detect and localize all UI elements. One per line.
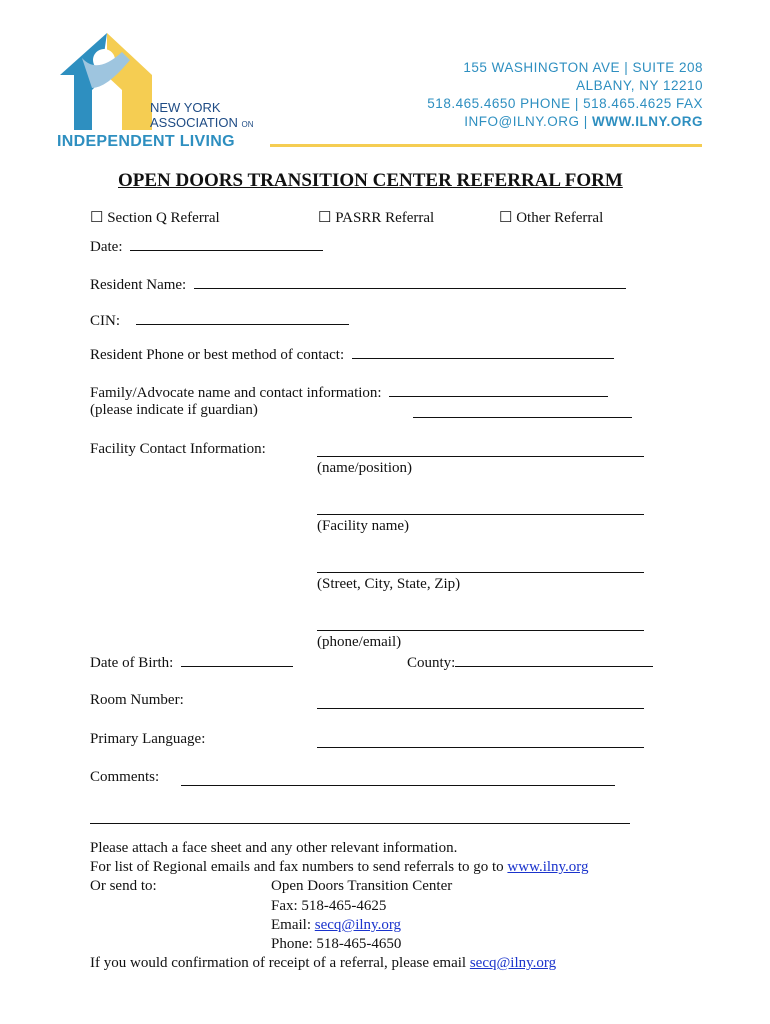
center-phone: Phone: 518-465-4650 <box>271 936 402 952</box>
family-field-1[interactable] <box>389 383 608 397</box>
header-address-2: ALBANY, NY 12210 <box>576 78 703 93</box>
family-label: Family/Advocate name and contact information: <box>90 385 382 401</box>
regional-note <box>90 859 589 876</box>
resident-name-field[interactable] <box>194 275 626 289</box>
language-field[interactable] <box>317 747 644 748</box>
dob-field[interactable] <box>181 653 293 667</box>
facility-phone-field[interactable] <box>317 630 644 631</box>
cin-label: CIN: <box>90 313 120 329</box>
language-label: Primary Language: <box>90 731 206 747</box>
resident-name-label: Resident Name: <box>90 277 187 293</box>
county-field[interactable] <box>455 653 653 667</box>
facility-address-caption: (Street, City, State, Zip) <box>317 576 461 592</box>
org-name-association: ASSOCIATION <box>150 115 238 130</box>
facility-label: Facility Contact Information: <box>90 441 266 457</box>
room-label: Room Number: <box>90 692 184 708</box>
logo-mark-icon <box>52 30 162 135</box>
center-fax: Fax: 518-465-4625 <box>271 898 387 914</box>
resident-name-row <box>90 275 626 294</box>
date-field[interactable] <box>130 237 323 251</box>
resident-phone-field[interactable] <box>352 345 614 359</box>
county-label: County: <box>407 655 456 671</box>
family-row <box>90 383 608 402</box>
attach-note: Please attach a face sheet and any other relevant information. <box>90 840 458 856</box>
dob-row <box>90 653 293 672</box>
facility-phone-caption: (phone/email) <box>317 634 402 650</box>
date-label: Date: <box>90 239 123 255</box>
facility-name-caption: (Facility name) <box>317 518 410 534</box>
send-to-label: Or send to: <box>90 878 157 894</box>
header-address-1: 155 WASHINGTON AVE | SUITE 208 <box>463 60 703 75</box>
regional-link[interactable]: www.ilny.org <box>507 859 589 875</box>
org-name-on: ON <box>241 120 254 129</box>
family-field-2[interactable] <box>413 417 632 418</box>
facility-name-position-caption: (name/position) <box>317 460 412 476</box>
header-divider <box>270 144 702 147</box>
form-title: OPEN DOORS TRANSITION CENTER REFERRAL FORM <box>118 170 623 191</box>
header-phone-fax: 518.465.4650 PHONE | 518.465.4625 FAX <box>427 96 703 111</box>
facility-name-field[interactable] <box>317 514 644 515</box>
comments-label: Comments: <box>90 769 160 785</box>
regional-text: For list of Regional emails and fax numbers to send referrals to go to <box>90 859 504 875</box>
center-email-label: Email: <box>271 917 311 933</box>
facility-name-position-field[interactable] <box>317 456 644 457</box>
org-name-line2 <box>150 115 254 130</box>
cin-row <box>90 311 349 330</box>
comments-field-1[interactable] <box>181 785 615 786</box>
county-row <box>407 653 653 672</box>
room-field[interactable] <box>317 708 644 709</box>
resident-phone-label: Resident Phone or best method of contact: <box>90 347 345 363</box>
center-name: Open Doors Transition Center <box>271 878 453 894</box>
dob-label: Date of Birth: <box>90 655 174 671</box>
resident-phone-row <box>90 345 614 364</box>
organization-logo <box>52 30 272 155</box>
center-email-link[interactable]: secq@ilny.org <box>314 917 402 933</box>
header-contact: INFO@ILNY.ORG | WWW.ILNY.ORG <box>464 114 703 129</box>
comments-field-2[interactable] <box>90 823 630 824</box>
confirm-email-link[interactable]: secq@ilny.org <box>469 955 557 971</box>
header-web: WWW.ILNY.ORG <box>592 114 703 129</box>
org-name-line1: NEW YORK <box>150 100 221 115</box>
checkbox-pasrr[interactable]: ☐ PASRR Referral <box>318 210 435 226</box>
cin-field[interactable] <box>136 311 349 325</box>
org-name-line3: INDEPENDENT LIVING <box>57 133 235 150</box>
confirm-text: If you would confirmation of receipt of a referral, please email <box>90 955 467 971</box>
date-row <box>90 237 323 256</box>
checkbox-other[interactable]: ☐ Other Referral <box>499 210 604 226</box>
header-email: INFO@ILNY.ORG <box>464 114 580 129</box>
center-email-row <box>271 917 401 934</box>
facility-address-field[interactable] <box>317 572 644 573</box>
confirm-note <box>90 955 556 972</box>
checkbox-section-q[interactable]: ☐ Section Q Referral <box>90 210 220 226</box>
guardian-note: (please indicate if guardian) <box>90 402 258 418</box>
